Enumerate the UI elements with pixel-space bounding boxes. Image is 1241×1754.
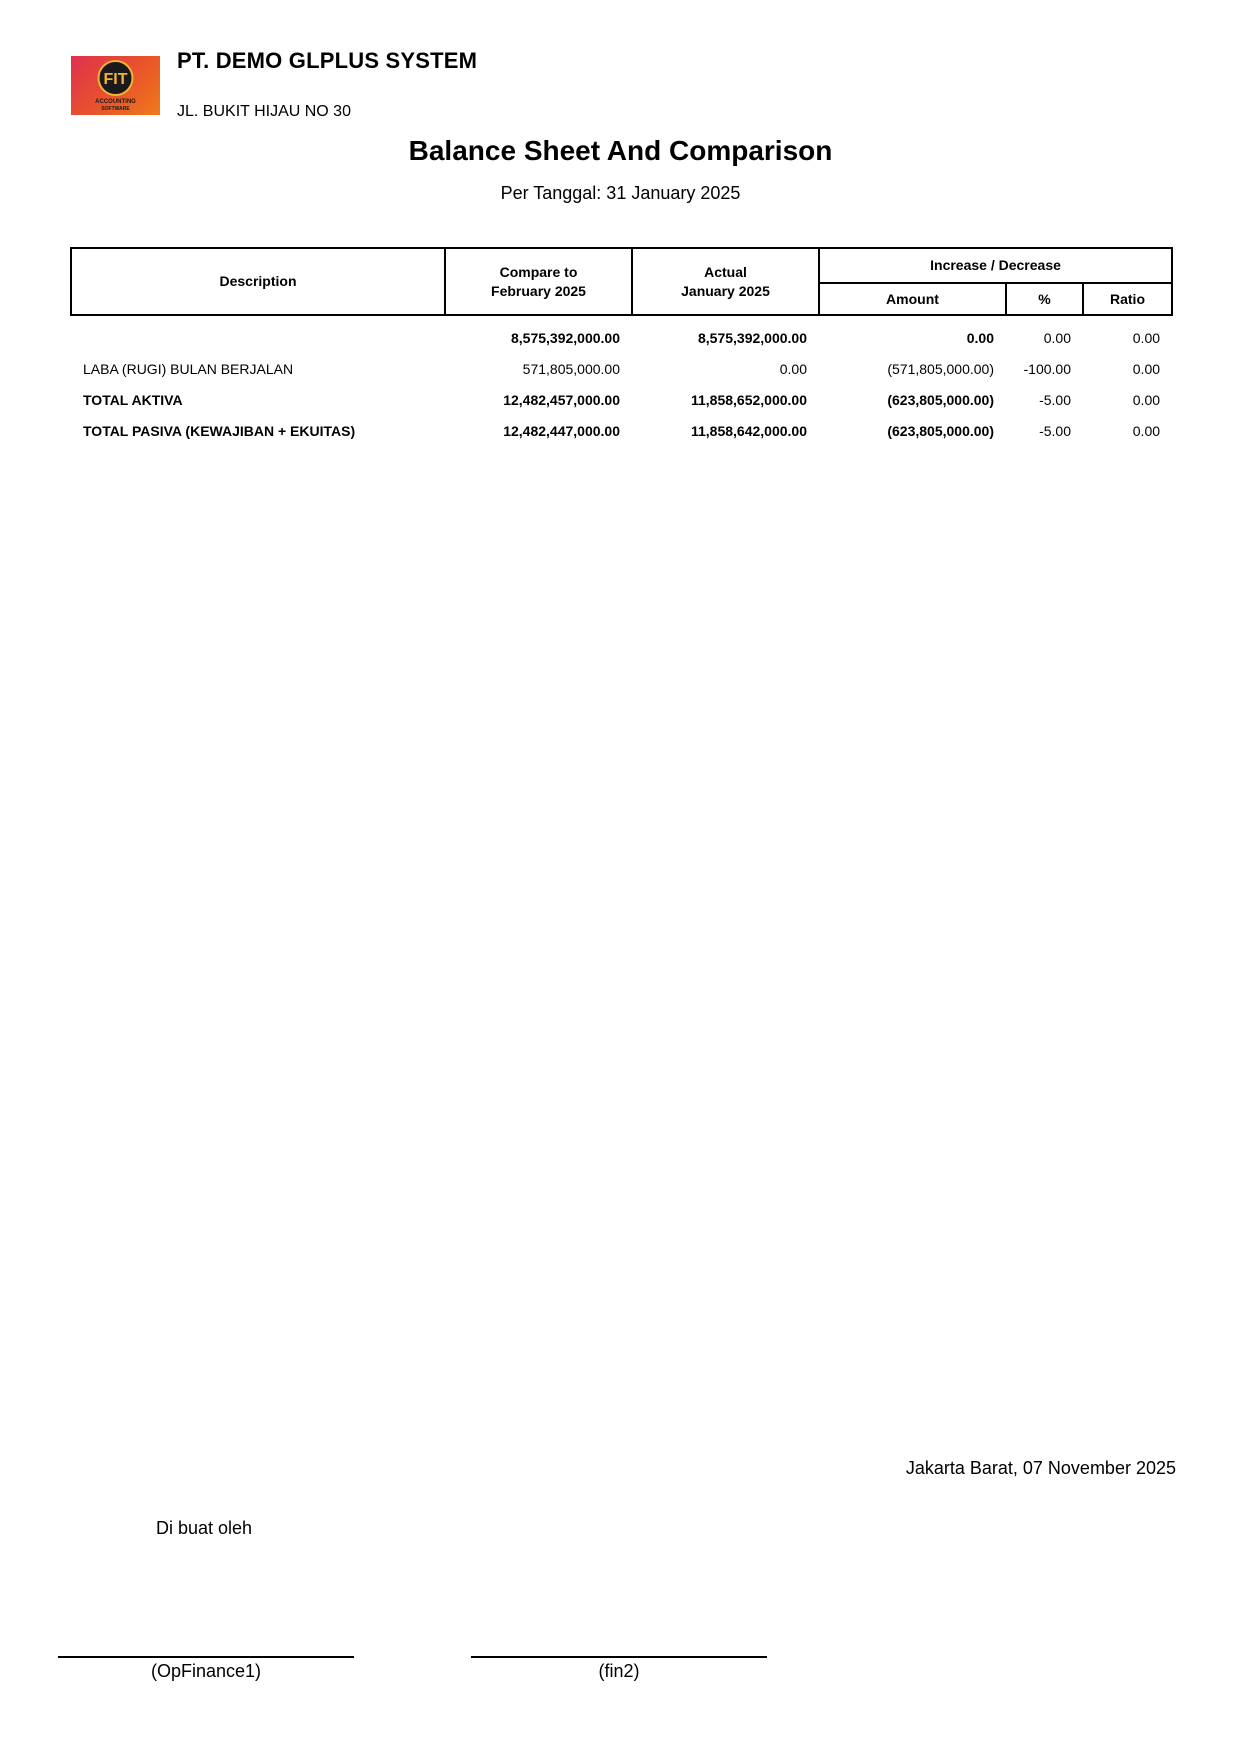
cell-compare: 8,575,392,000.00 xyxy=(511,329,620,346)
header-increase-decrease: Increase / Decrease xyxy=(819,248,1172,283)
cell-ratio: 0.00 xyxy=(1132,360,1161,377)
made-by-label: Di buat oleh xyxy=(156,1518,253,1538)
cell-percent: -100.00 xyxy=(1023,360,1071,377)
cell-compare: 12,482,457,000.00 xyxy=(503,391,620,408)
cell-description: TOTAL PASIVA (KEWAJIBAN + EKUITAS) xyxy=(83,422,356,439)
cell-compare: 571,805,000.00 xyxy=(522,360,620,377)
cell-percent: 0.00 xyxy=(1043,329,1071,346)
company-logo xyxy=(71,56,160,115)
signature-line xyxy=(58,1656,354,1658)
report-title: Balance Sheet And Comparison xyxy=(408,135,833,166)
cell-amount: (571,805,000.00) xyxy=(887,360,994,377)
signature-line xyxy=(471,1656,767,1658)
table-row xyxy=(71,384,1172,415)
svg-text:FIT: FIT xyxy=(103,71,128,88)
place-date: Jakarta Barat, 07 November 2025 xyxy=(905,1458,1176,1478)
svg-text:ACCOUNTING: ACCOUNTING xyxy=(95,99,136,105)
header-description: Description xyxy=(71,248,445,315)
cell-actual: 0.00 xyxy=(779,360,807,377)
balance-sheet-table xyxy=(70,247,1173,446)
cell-amount: (623,805,000.00) xyxy=(887,422,994,439)
cell-percent: -5.00 xyxy=(1039,422,1071,439)
header-compare-line2: February 2025 xyxy=(491,282,586,299)
header-compare-line1: Compare to xyxy=(499,263,578,280)
company-address: JL. BUKIT HIJAU NO 30 xyxy=(177,103,351,120)
table-row xyxy=(71,415,1172,446)
cell-actual: 11,858,652,000.00 xyxy=(690,391,807,408)
cell-ratio: 0.00 xyxy=(1132,391,1161,408)
header-compare xyxy=(445,248,632,315)
header-actual xyxy=(632,248,819,315)
cell-ratio: 0.00 xyxy=(1132,329,1161,346)
cell-actual: 11,858,642,000.00 xyxy=(690,422,807,439)
header-ratio: Ratio xyxy=(1083,283,1172,315)
cell-description: TOTAL AKTIVA xyxy=(83,391,183,408)
header-actual-line1: Actual xyxy=(704,263,747,280)
header-percent: % xyxy=(1006,283,1083,315)
cell-compare: 12,482,447,000.00 xyxy=(503,422,620,439)
cell-description: LABA (RUGI) BULAN BERJALAN xyxy=(83,360,294,377)
header-amount: Amount xyxy=(819,283,1006,315)
cell-description xyxy=(71,315,445,353)
cell-amount: 0.00 xyxy=(966,329,994,346)
signatory-name: (OpFinance1) xyxy=(150,1661,262,1681)
signatory-name: (fin2) xyxy=(598,1661,640,1681)
table-row xyxy=(71,353,1172,384)
report-date: Per Tanggal: 31 January 2025 xyxy=(500,183,741,203)
cell-amount: (623,805,000.00) xyxy=(887,391,994,408)
header-actual-line2: January 2025 xyxy=(681,282,770,299)
cell-percent: -5.00 xyxy=(1039,391,1071,408)
cell-actual: 8,575,392,000.00 xyxy=(698,329,807,346)
company-name: PT. DEMO GLPLUS SYSTEM xyxy=(177,48,478,73)
table-row xyxy=(71,315,1172,353)
svg-text:SOFTWARE: SOFTWARE xyxy=(101,106,130,112)
cell-ratio: 0.00 xyxy=(1132,422,1161,439)
